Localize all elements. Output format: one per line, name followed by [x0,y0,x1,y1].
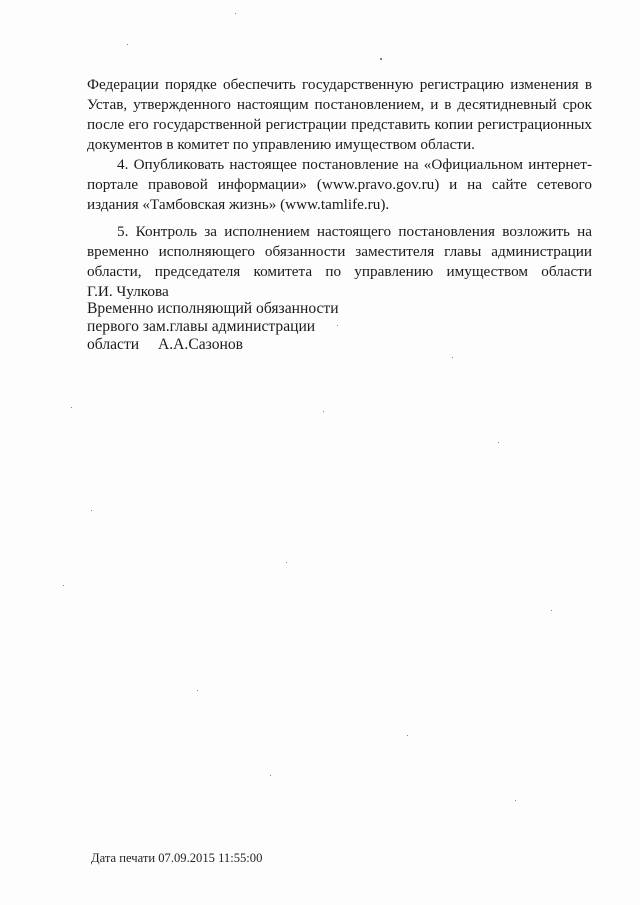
scan-speck [63,585,64,586]
paragraph-2-line-1: 4. Опубликовать настоящее постановление на «Официальном интернет- [117,156,592,173]
scan-speck [323,411,324,412]
scan-speck [286,562,287,563]
scan-speck [498,442,499,443]
signature-position-line-2: первого зам.главы администрации [87,318,316,335]
signature-position-line-3: области [87,336,140,353]
scan-speck [127,44,128,45]
signature-position-line-1: Временно исполняющий обязанности [87,300,339,317]
scan-speck [515,800,516,801]
paragraph-2-line-3: издания «Тамбовская жизнь» (www.tamlife.ru). [87,196,390,213]
scan-speck [91,510,92,511]
paragraph-1-line-4: документов в комитет по управлению имуществом области. [87,136,475,153]
paragraph-2-line-2: портале правовой информации» (www.pravo.gov.ru) и на сайте сетевого [87,176,592,193]
paragraph-3-line-1: 5. Контроль за исполнением настоящего постановления возложить на [117,223,592,240]
paragraph-3-line-3: области, председателя комитета по управлению имуществом области [87,263,592,280]
paragraph-1-line-2: Устав, утвержденного настоящим постановлением, и в десятидневный срок [87,96,592,113]
scan-speck [71,407,72,408]
scan-speck [407,735,408,736]
scan-speck [197,690,198,691]
scan-speck [380,58,382,60]
scan-speck [452,357,453,358]
scan-speck [337,325,338,326]
scan-speck [235,13,236,14]
print-date-footer: Дата печати 07.09.2015 11:55:00 [91,851,263,865]
scan-speck [551,610,552,611]
paragraph-1-line-1: Федерации порядке обеспечить государственную регистрацию изменения в [87,76,592,93]
paragraph-3-line-4: Г.И. Чулкова [87,283,169,300]
scan-speck [270,775,271,776]
signature-name: А.А.Сазонов [158,336,244,353]
paragraph-3-line-2: временно исполняющего обязанности заместителя главы администрации [87,243,592,260]
paragraph-1-line-3: после его государственной регистрации представить копии регистрационных [87,116,592,133]
